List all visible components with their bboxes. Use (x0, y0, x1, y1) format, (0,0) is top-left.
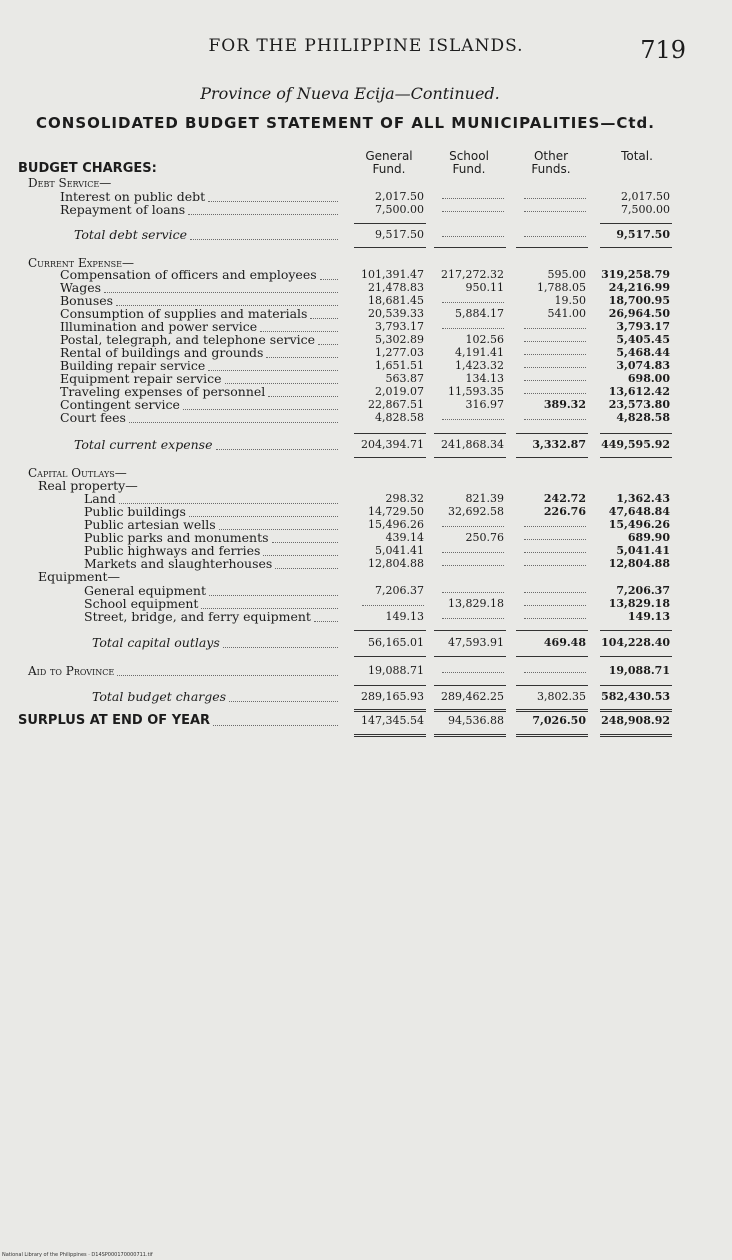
leader-dots (275, 568, 338, 569)
row-label-artesian: Public artesian wells (84, 517, 216, 532)
leader-dots (129, 422, 338, 423)
row-label-postal: Postal, telegraph, and telephone service (60, 332, 316, 347)
row-label-supplies: Consumption of supplies and materials (60, 306, 308, 321)
cell-total-budget-total: 582,430.53 (601, 690, 670, 703)
column-header-school-fund: School Fund. (449, 149, 489, 176)
column-rule (600, 630, 672, 631)
leader-dots (263, 555, 338, 556)
row-label-street-equipment: Street, bridge, and ferry equipment (84, 609, 311, 624)
cell-building-repair-general-fund: 1,651.51 (375, 359, 424, 372)
leader-dots (314, 621, 338, 622)
leader-dots (223, 647, 338, 648)
section-real-property: Real property— (38, 478, 138, 493)
cell-public-buildings-school-fund: 32,692.58 (448, 505, 504, 518)
leader-dots (190, 239, 338, 240)
cell-total-debt-general-fund: 9,517.50 (375, 228, 424, 241)
cell-court-fees-total: 4,828.58 (616, 411, 670, 424)
cell-school-equipment-total: 13,829.18 (608, 597, 670, 610)
cell-equipment-repair-school-fund: 134.13 (465, 372, 504, 385)
empty-cell-school-fund (442, 236, 504, 237)
column-rule (600, 433, 672, 434)
leader-dots (320, 279, 338, 280)
empty-cell-school-fund (442, 672, 504, 673)
cell-compensation-other-funds: 595.00 (547, 268, 586, 281)
cell-building-repair-total: 3,074.83 (616, 359, 670, 372)
empty-cell-other-funds (524, 605, 586, 606)
cell-parks-school-fund: 250.76 (465, 531, 504, 544)
cell-total-debt-total: 9,517.50 (616, 228, 670, 241)
column-rule (354, 709, 426, 712)
column-rule (354, 247, 426, 248)
row-label-compensation: Compensation of officers and employees (60, 267, 317, 282)
column-rule (600, 223, 672, 224)
leader-dots (272, 542, 338, 543)
column-rule (434, 630, 506, 631)
cell-total-current-other-funds: 3,332.87 (532, 438, 586, 451)
cell-illumination-general-fund: 3,793.17 (375, 320, 424, 333)
cell-supplies-general-fund: 20,539.33 (368, 307, 424, 320)
cell-postal-general-fund: 5,302.89 (375, 333, 424, 346)
column-rule (434, 247, 506, 248)
row-label-general-equipment: General equipment (84, 583, 207, 598)
cell-bonuses-general-fund: 18,681.45 (368, 294, 424, 307)
empty-cell-school-fund (442, 328, 504, 329)
cell-compensation-total: 319,258.79 (601, 268, 670, 281)
empty-cell-school-fund (442, 552, 504, 553)
cell-wages-total: 24,216.99 (608, 281, 670, 294)
leader-dots (188, 214, 338, 215)
empty-cell-other-funds (524, 198, 586, 199)
row-label-court-fees: Court fees (60, 410, 126, 425)
column-rule (354, 685, 426, 686)
empty-cell-other-funds (524, 618, 586, 619)
column-rule (354, 734, 426, 737)
column-rule (516, 685, 588, 686)
empty-cell-school-fund (442, 198, 504, 199)
row-label-building-repair: Building repair service (60, 358, 206, 373)
table-title: CONSOLIDATED BUDGET STATEMENT OF ALL MUNICIPALITIES—Ctd. (36, 114, 655, 132)
cell-total-budget-school-fund: 289,462.25 (441, 690, 504, 703)
cell-total-capital-other-funds: 469.48 (543, 636, 586, 649)
column-rule (434, 685, 506, 686)
cell-rental-total: 5,468.44 (616, 346, 670, 359)
column-rule (516, 656, 588, 657)
cell-bonuses-other-funds: 19.50 (554, 294, 586, 307)
cell-interest-general-fund: 2,017.50 (375, 190, 424, 203)
cell-total-current-school-fund: 241,868.34 (441, 438, 504, 451)
cell-wages-general-fund: 21,478.83 (368, 281, 424, 294)
column-rule (516, 709, 588, 712)
cell-general-equipment-total: 7,206.37 (616, 584, 670, 597)
row-label-contingent: Contingent service (60, 397, 180, 412)
cell-total-capital-general-fund: 56,165.01 (368, 636, 424, 649)
cell-artesian-total: 15,496.26 (608, 518, 670, 531)
column-rule (600, 656, 672, 657)
cell-street-equipment-total: 149.13 (627, 610, 670, 623)
row-label-markets: Markets and slaughterhouses (84, 556, 273, 571)
cell-contingent-other-funds: 389.32 (543, 398, 586, 411)
cell-interest-total: 2,017.50 (621, 190, 670, 203)
row-label-total-budget: Total budget charges (92, 689, 227, 704)
cell-school-equipment-school-fund: 13,829.18 (448, 597, 504, 610)
empty-cell-school-fund (442, 419, 504, 420)
section-debt-service: Debt Service— (28, 176, 112, 190)
province-subtitle: Province of Nueva Ecija—Continued. (200, 84, 500, 103)
cell-land-total: 1,362.43 (616, 492, 670, 505)
column-rule (516, 734, 588, 737)
cell-total-current-general-fund: 204,394.71 (361, 438, 424, 451)
cell-supplies-other-funds: 541.00 (547, 307, 586, 320)
cell-surplus-school-fund: 94,536.88 (448, 714, 504, 727)
cell-equipment-repair-total: 698.00 (627, 372, 670, 385)
row-label-illumination: Illumination and power service (60, 319, 258, 334)
cell-land-other-funds: 242.72 (543, 492, 586, 505)
row-label-total-capital: Total capital outlays (92, 635, 220, 650)
empty-cell-other-funds (524, 565, 586, 566)
column-rule (516, 457, 588, 458)
column-rule (600, 709, 672, 712)
empty-cell-other-funds (524, 236, 586, 237)
empty-cell-general-fund (362, 605, 424, 606)
cell-total-budget-general-fund: 289,165.93 (361, 690, 424, 703)
leader-dots (104, 292, 338, 293)
cell-compensation-general-fund: 101,391.47 (361, 268, 424, 281)
cell-postal-school-fund: 102.56 (465, 333, 504, 346)
cell-aid-total: 19,088.71 (608, 664, 670, 677)
section-equipment: Equipment— (38, 569, 121, 584)
empty-cell-school-fund (442, 592, 504, 593)
cell-bonuses-total: 18,700.95 (608, 294, 670, 307)
footer-note: National Library of the Philippines · D14SP000170000711.tif (2, 1252, 153, 1258)
leader-dots (268, 396, 338, 397)
row-label-bonuses: Bonuses (60, 293, 114, 308)
leader-dots (183, 409, 338, 410)
cell-street-equipment-general-fund: 149.13 (385, 610, 424, 623)
leader-dots (208, 370, 338, 371)
cell-equipment-repair-general-fund: 563.87 (385, 372, 424, 385)
empty-cell-other-funds (524, 380, 586, 381)
empty-cell-other-funds (524, 672, 586, 673)
row-label-rental: Rental of buildings and grounds (60, 345, 264, 360)
column-rule (434, 656, 506, 657)
cell-supplies-school-fund: 5,884.17 (455, 307, 504, 320)
cell-traveling-total: 13,612.42 (608, 385, 670, 398)
leader-dots (266, 357, 338, 358)
cell-wages-other-funds: 1,788.05 (537, 281, 586, 294)
empty-cell-other-funds (524, 354, 586, 355)
row-label-total-debt: Total debt service (74, 227, 187, 242)
column-rule (600, 685, 672, 686)
cell-parks-total: 689.90 (627, 531, 670, 544)
cell-compensation-school-fund: 217,272.32 (441, 268, 504, 281)
cell-surplus-other-funds: 7,026.50 (532, 714, 586, 727)
empty-cell-other-funds (524, 211, 586, 212)
cell-illumination-total: 3,793.17 (616, 320, 670, 333)
column-rule (354, 656, 426, 657)
column-rule (434, 433, 506, 434)
cell-rental-general-fund: 1,277.03 (375, 346, 424, 359)
empty-cell-school-fund (442, 565, 504, 566)
empty-cell-school-fund (442, 618, 504, 619)
column-rule (434, 734, 506, 737)
empty-cell-other-funds (524, 552, 586, 553)
cell-contingent-total: 23,573.80 (608, 398, 670, 411)
column-rule (600, 734, 672, 737)
cell-building-repair-school-fund: 1,423.32 (455, 359, 504, 372)
cell-general-equipment-general-fund: 7,206.37 (375, 584, 424, 597)
column-rule (354, 630, 426, 631)
cell-public-buildings-general-fund: 14,729.50 (368, 505, 424, 518)
cell-artesian-general-fund: 15,496.26 (368, 518, 424, 531)
row-label-aid: Aid to Province (28, 664, 115, 678)
leader-dots (310, 318, 338, 319)
column-rule (516, 630, 588, 631)
cell-highways-total: 5,041.41 (616, 544, 670, 557)
leader-dots (318, 344, 338, 345)
leader-dots (208, 201, 338, 202)
column-rule (354, 433, 426, 434)
column-rule (354, 457, 426, 458)
column-header-total: Total. (621, 149, 653, 163)
leader-dots (229, 701, 338, 702)
cell-markets-total: 12,804.88 (608, 557, 670, 570)
cell-traveling-general-fund: 2,019.07 (375, 385, 424, 398)
cell-parks-general-fund: 439.14 (385, 531, 424, 544)
cell-contingent-general-fund: 22,867.51 (368, 398, 424, 411)
cell-contingent-school-fund: 316.97 (465, 398, 504, 411)
row-label-surplus: SURPLUS AT END OF YEAR (18, 713, 211, 728)
empty-cell-school-fund (442, 302, 504, 303)
cell-public-buildings-other-funds: 226.76 (543, 505, 586, 518)
cell-repayment-total: 7,500.00 (621, 203, 670, 216)
leader-dots (213, 725, 338, 726)
cell-total-capital-total: 104,228.40 (601, 636, 670, 649)
cell-repayment-general-fund: 7,500.00 (375, 203, 424, 216)
section-current-expense: Current Expense— (28, 256, 134, 270)
leader-dots (209, 595, 338, 596)
cell-land-general-fund: 298.32 (385, 492, 424, 505)
row-label-wages: Wages (60, 280, 102, 295)
row-label-highways: Public highways and ferries (84, 543, 261, 558)
cell-public-buildings-total: 47,648.84 (608, 505, 670, 518)
cell-total-budget-other-funds: 3,802.35 (537, 690, 586, 703)
empty-cell-other-funds (524, 328, 586, 329)
cell-total-capital-school-fund: 47,593.91 (448, 636, 504, 649)
column-rule (516, 247, 588, 248)
cell-highways-general-fund: 5,041.41 (375, 544, 424, 557)
leader-dots (117, 675, 338, 676)
empty-cell-school-fund (442, 526, 504, 527)
empty-cell-other-funds (524, 592, 586, 593)
cell-aid-general-fund: 19,088.71 (368, 664, 424, 677)
cell-markets-general-fund: 12,804.88 (368, 557, 424, 570)
cell-total-current-total: 449,595.92 (601, 438, 670, 451)
column-rule (516, 433, 588, 434)
row-label-parks: Public parks and monuments (84, 530, 269, 545)
empty-cell-other-funds (524, 539, 586, 540)
cell-surplus-general-fund: 147,345.54 (361, 714, 424, 727)
cell-surplus-total: 248,908.92 (601, 714, 670, 727)
cell-court-fees-general-fund: 4,828.58 (375, 411, 424, 424)
row-label-equipment-repair: Equipment repair service (60, 371, 222, 386)
empty-cell-other-funds (524, 393, 586, 394)
cell-wages-school-fund: 950.11 (465, 281, 504, 294)
row-label-school-equipment: School equipment (84, 596, 199, 611)
empty-cell-other-funds (524, 367, 586, 368)
cell-supplies-total: 26,964.50 (608, 307, 670, 320)
cell-traveling-school-fund: 11,593.35 (448, 385, 504, 398)
empty-cell-other-funds (524, 526, 586, 527)
empty-cell-other-funds (524, 341, 586, 342)
column-header-general-fund: General Fund. (365, 149, 413, 176)
row-label-total-current: Total current expense (74, 437, 213, 452)
cell-postal-total: 5,405.45 (616, 333, 670, 346)
page-number: 719 (640, 36, 686, 64)
row-label-interest: Interest on public debt (60, 189, 206, 204)
column-rule (600, 247, 672, 248)
cell-rental-school-fund: 4,191.41 (455, 346, 504, 359)
row-label-public-buildings: Public buildings (84, 504, 186, 519)
column-rule (434, 709, 506, 712)
column-header-other-funds: Other Funds. (531, 149, 571, 176)
empty-cell-other-funds (524, 419, 586, 420)
column-rule (434, 457, 506, 458)
column-rule (600, 457, 672, 458)
row-label-traveling: Traveling expenses of personnel (60, 384, 266, 399)
row-label-repayment: Repayment of loans (60, 202, 186, 217)
section-budget-charges: BUDGET CHARGES: (18, 161, 157, 176)
column-rule (354, 223, 426, 224)
section-capital-outlays: Capital Outlays— (28, 466, 127, 480)
running-header: FOR THE PHILIPPINE ISLANDS. (208, 36, 524, 56)
row-label-land: Land (84, 491, 116, 506)
leader-dots (216, 449, 339, 450)
cell-land-school-fund: 821.39 (465, 492, 504, 505)
empty-cell-school-fund (442, 211, 504, 212)
